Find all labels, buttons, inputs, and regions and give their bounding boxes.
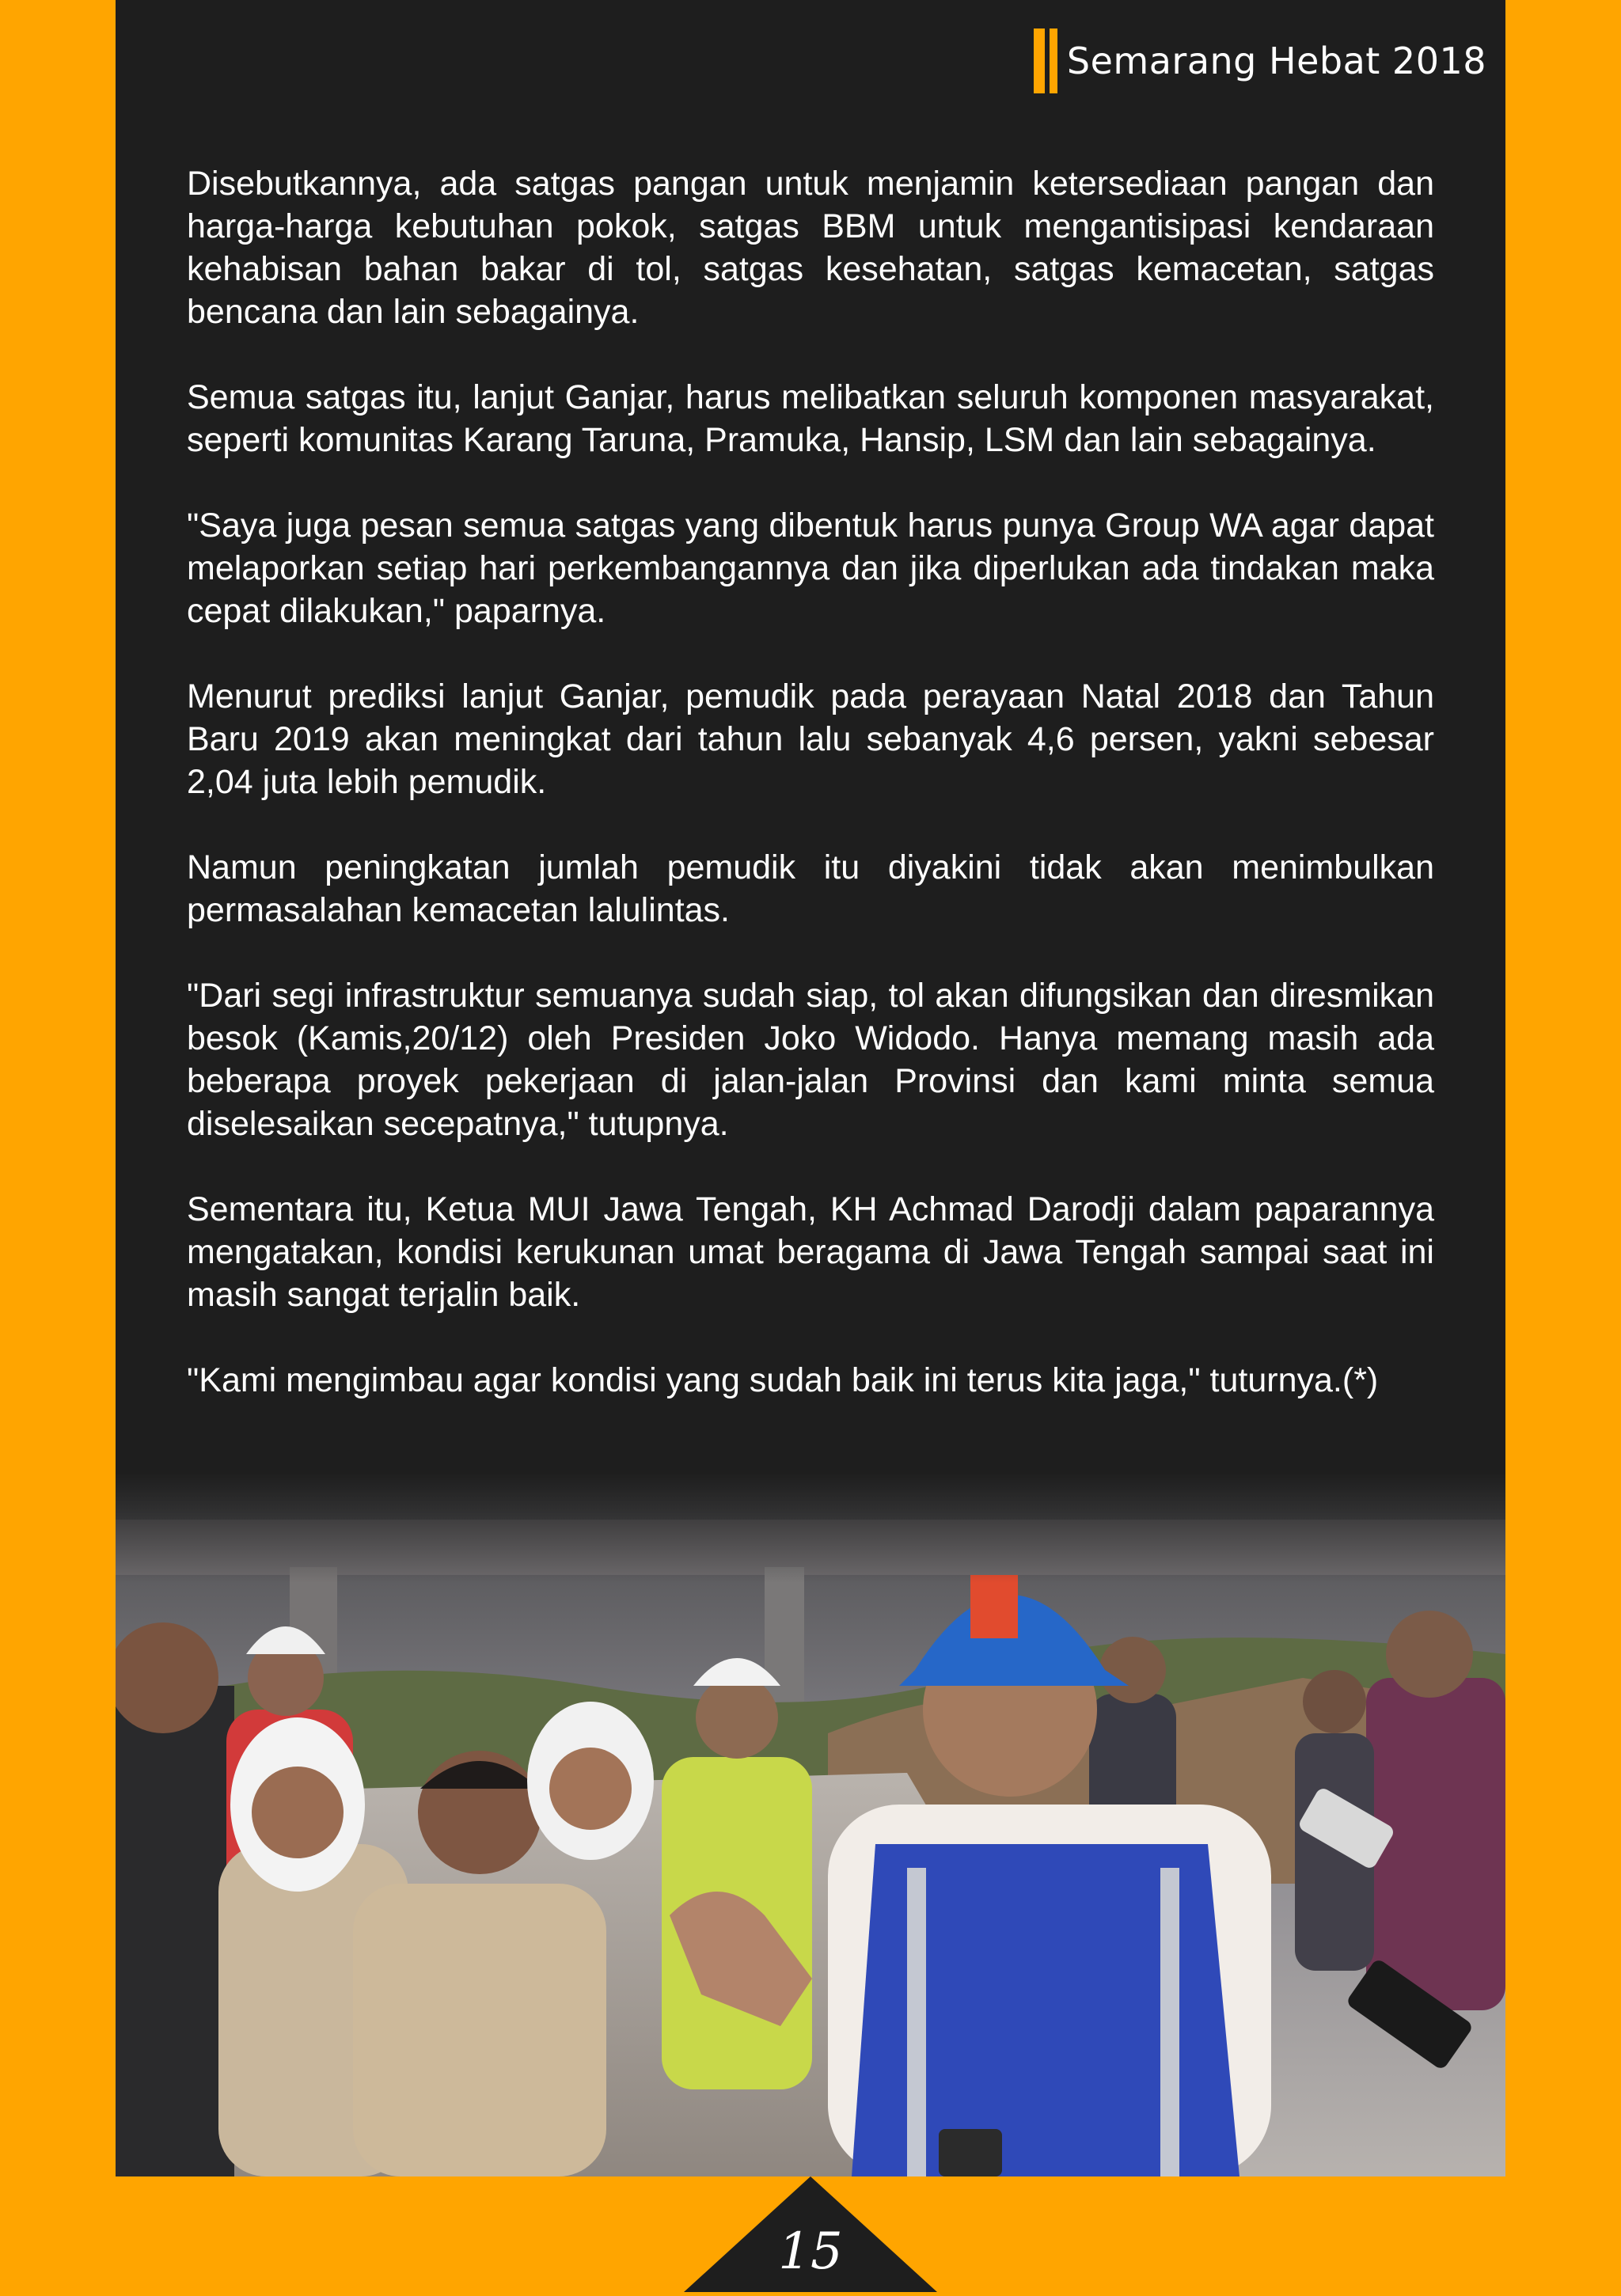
article-paragraph: Menurut prediksi lanjut Ganjar, pemudik pada perayaan Natal 2018 dan Tahun Baru 2019 akan meningkat dari tahun lalu sebanyak 4,6 persen, yakni sebesar 2,04 juta lebih pemudik. — [187, 677, 1434, 801]
article-photo — [116, 1472, 1505, 2176]
page-header — [1034, 28, 1486, 93]
article-paragraph: Disebutkannya, ada satgas pangan untuk menjamin ketersediaan pangan dan harga-harga kebutuhan pokok, satgas BBM untuk mengantisipasi kendaraan kehabisan bahan bakar di tol, satgas kesehatan, satgas kemacetan, satgas bencana dan lain sebagainya. — [187, 165, 1434, 331]
page-number-badge — [684, 2176, 937, 2292]
article-paragraph: Sementara itu, Ketua MUI Jawa Tengah, KH Achmad Darodji dalam paparannya mengatakan, kondisi kerukunan umat beragama di Jawa Tengah sampai saat ini masih sangat terjalin baik. — [187, 1190, 1434, 1314]
header-accent-bars — [1034, 28, 1057, 93]
page-number: 15 — [778, 2222, 843, 2281]
content-panel — [116, 0, 1505, 2176]
article-paragraph: Namun peningkatan jumlah pemudik itu diyakini tidak akan menimbulkan permasalahan kemacetan lalulintas. — [187, 848, 1434, 929]
article-paragraph: "Dari segi infrastruktur semuanya sudah siap, tol akan difungsikan dan diresmikan besok (Kamis,20/12) oleh Presiden Joko Widodo. Hanya memang masih ada beberapa proyek pekerjaan di jalan-jalan Provinsi dan kami minta semua diselesaikan secepatnya," tutupnya. — [187, 977, 1434, 1143]
photo-illustration — [116, 1472, 1505, 2176]
article-paragraph: "Kami mengimbau agar kondisi yang sudah baik ini terus kita jaga," tuturnya.(*) — [187, 1361, 1379, 1399]
article-paragraph: Semua satgas itu, lanjut Ganjar, harus melibatkan seluruh komponen masyarakat, seperti komunitas Karang Taruna, Pramuka, Hansip, LSM dan lain sebagainya. — [187, 378, 1434, 459]
article-body — [187, 162, 1434, 1444]
article-paragraph: "Saya juga pesan semua satgas yang dibentuk harus punya Group WA agar dapat melaporkan setiap hari perkembangannya dan jika diperlukan ada tindakan maka cepat dilakukan," paparnya. — [187, 507, 1434, 630]
magazine-title: Semarang Hebat 2018 — [1066, 40, 1486, 82]
